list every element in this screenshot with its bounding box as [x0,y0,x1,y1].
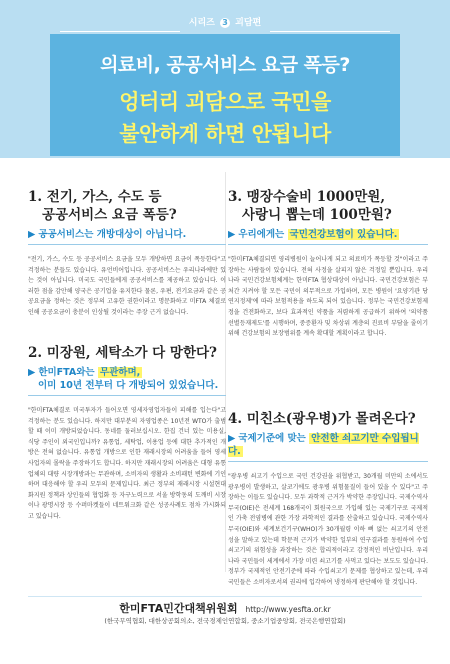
title-line-3: 불안하게 하면 안됩니다 [119,122,331,146]
series-rule-left [60,31,180,32]
triangle-bullet-icon: ▶ [228,229,236,240]
triangle-bullet-icon: ▶ [28,229,36,240]
series-rule-right [270,31,390,32]
section-2-heading-line1: 2. 미장원, 세탁소가 다 망한다? [28,345,217,361]
section-2-subheading [28,366,226,396]
section-2-sub-line2: 이미 10년 전부터 다 개방되어 있었습니다. [38,380,219,391]
section-3-heading [228,188,428,224]
series-suffix: 괴담편 [235,18,262,28]
section-2-heading [28,344,226,362]
section-2-sub-highlight: 무관하며, [99,367,141,378]
title-line-1: 의료비, 공공서비스 요금 폭등? [100,54,350,76]
section-3-subheading [228,228,428,245]
section-3-body: "한미FTA체결되면 영리병원이 늘어나게 되고 의료비가 폭등할 것"이라고 주장하는 사람들이 있습니다. 전혀 사정을 살피지 않은 걱정일 뿐입니다. 우리나라 국민건강보험체계는 한미FTA 협상대상이 아닙니다. 국민건강보험은 부처간 지켜야 할 모든 국민이 의무적으로 가입하며, 모든 병원이 '요양기관 당연지정제'에 따라 보험적용을 하도록 되어 있습니다. 정부는 국민건강보험제정을 건전화하고, 보다 효과적인 약품을 저렴하게 공급하기 위하여 '의약품 선별등재제도'를 시행하며, 중증환자 및 차상위 계층의 진료비 부담을 줄이기 위해 건강보험의 보장범위를 계속 확대할 계획이라고 합니다. [228,256,428,338]
title-line-2: 엉터리 괴담으로 국민을 [119,90,331,114]
footer-org-name: 한미FTA민간대책위원회 [119,602,238,615]
series-text: 시리즈 [188,18,215,28]
footer-url-link[interactable]: http://www.yesfta.or.kr [245,605,331,614]
title-box [50,34,400,156]
triangle-bullet-icon: ▶ [228,433,236,444]
section-1 [28,188,226,319]
section-1-sub-highlight: 개방대상이 아닙니다. [96,229,187,240]
section-4-subheading [228,432,428,462]
section-1-sub-prefix: 공공서비스는 [38,229,94,240]
section-3-heading-line2: 사랑니 뽑는데 100만원? [242,207,392,223]
section-3-sub-prefix: 우리에게는 [238,229,285,240]
section-4-heading-line1: 4. 미친소(광우병)가 몰려온다? [228,411,416,427]
section-3 [228,188,428,340]
triangle-bullet-icon: ▶ [28,367,36,378]
section-4-sub-highlight: 안전한 쇠고기만 수입됩니다. [228,433,419,457]
section-4 [228,410,428,589]
section-1-heading [28,188,226,224]
section-4-sub-prefix: 국제기준에 맞는 [238,433,306,444]
footer-organization [0,600,450,616]
section-2-sub-prefix: 한미FTA와는 [38,367,95,378]
section-1-body: "전기, 가스, 수도 등 공공서비스 요금을 모두 개방하면 요금이 폭등한다"고 걱정하는 분들도 있습니다. 유언비어입니다. 공공서비스는 우리나라에만 있는 것이 아닙니다. 미국도 국민들에게 공공서비스를 제공하고 있습니다. 이러한 점을 감안해 양국은 공기업을 유지한다 물론, 우편, 전기요금과 같은 공공요금을 정하는 것은 정부의 고유한 권한이라고 명문화하고 미FTA 체결로 인해 공공요금이 충분이 인상될 것이라는 주장 근거 없습니다. [28,256,226,316]
section-1-heading-line1: 1. 전기, 가스, 수도 등 [28,189,162,205]
section-1-heading-line2: 공공서비스 요금 폭등? [42,207,177,223]
series-number-badge: 3 [220,18,230,28]
section-3-heading-line1: 3. 맹장수술비 1000만원, [228,189,386,205]
section-4-heading [228,410,428,428]
header-band [0,0,450,158]
section-4-body: "광우병 쇠고기 수입으로 국민 건강권을 위협받고, 30개월 미만의 소에서도 광우병이 발생하고, 살코기에도 광우병 위험물질이 들어 있을 수 있다"고 주장하는 이들도 있습니다. 모두 과학적 근거가 박약한 주장입니다. 국제수역사무국(OIE)은 전세계 168개국이 회원국으로 가입해 있는 국제기구로 국제적인 가축 전염병에 관한 가장 과학적인 결과를 산출하고 있습니다. 국제수역사무국(OIE)와 세계보건기구(WHO)가 30개월령 이하 뼈 없는 쇠고기의 안전성을 말하고 있는데 학문적 근거가 박약한 일부의 연구결과를 동원하여 수입 쇠고기의 위험성을 과장하는 것은 합리적이라고 감정적인 비난입니다. 우리나라 국민들이 세계에서 가장 미련 쇠고기를 사먹고 있다는 보도도 있습니다. 정부가 국제적인 안전기준에 따라 수입쇠고기 문제를 협상하고 있는데, 우리 국민들은 소비자로서의 권리에 입각하여 냉정하게 판단해야 할 것입니다. [228,473,428,586]
section-1-subheading [28,228,226,245]
section-2-body: "한미FTA체결로 미국투자가 들어오면 영세자영업자들이 피해를 입는다"고 걱정하는 분도 있습니다. 하지만 대부분의 자영업종은 10년전 WTO가 출범할 때 이미 개방되었습니다. 동네를 둘러보십시오. 한집 건너 있는 미용실, 식당 주인이 외국인입니까? 유통업, 세탁업, 이용업 등에 대한 추가적인 개방은 전혀 없습니다. 유통업 개방으로 인한 재래시장의 어려움을 들어 영세사업자의 몰락을 주장하기도 합니다. 하지만 재래시장의 어려움은 대형 유통업체의 대량 시장개방과는 무관하며, 소비자의 생활과 소비패턴 변화에 기인하며 대응해야 할 우리 모두의 문제입니다. 최근 정부의 재래시장 시설현대화지원 정책과 상인들의 협업화 등 자구노력으로 서울 방학동의 도깨비 시장이나 광명시장 등 수퍼마켓들이 네트워크화 같은 성공사례도 점차 가시화되고 있습니다. [28,407,226,520]
section-3-sub-highlight: 국민건강보험이 있습니다. [289,229,398,240]
footer-members: (한국무역협회, 대한상공회의소, 전국경제인연합회, 중소기업중앙회, 전국은행연합회) [104,617,346,625]
footer-divider [28,596,422,597]
series-label [0,15,450,28]
section-2 [28,344,226,523]
